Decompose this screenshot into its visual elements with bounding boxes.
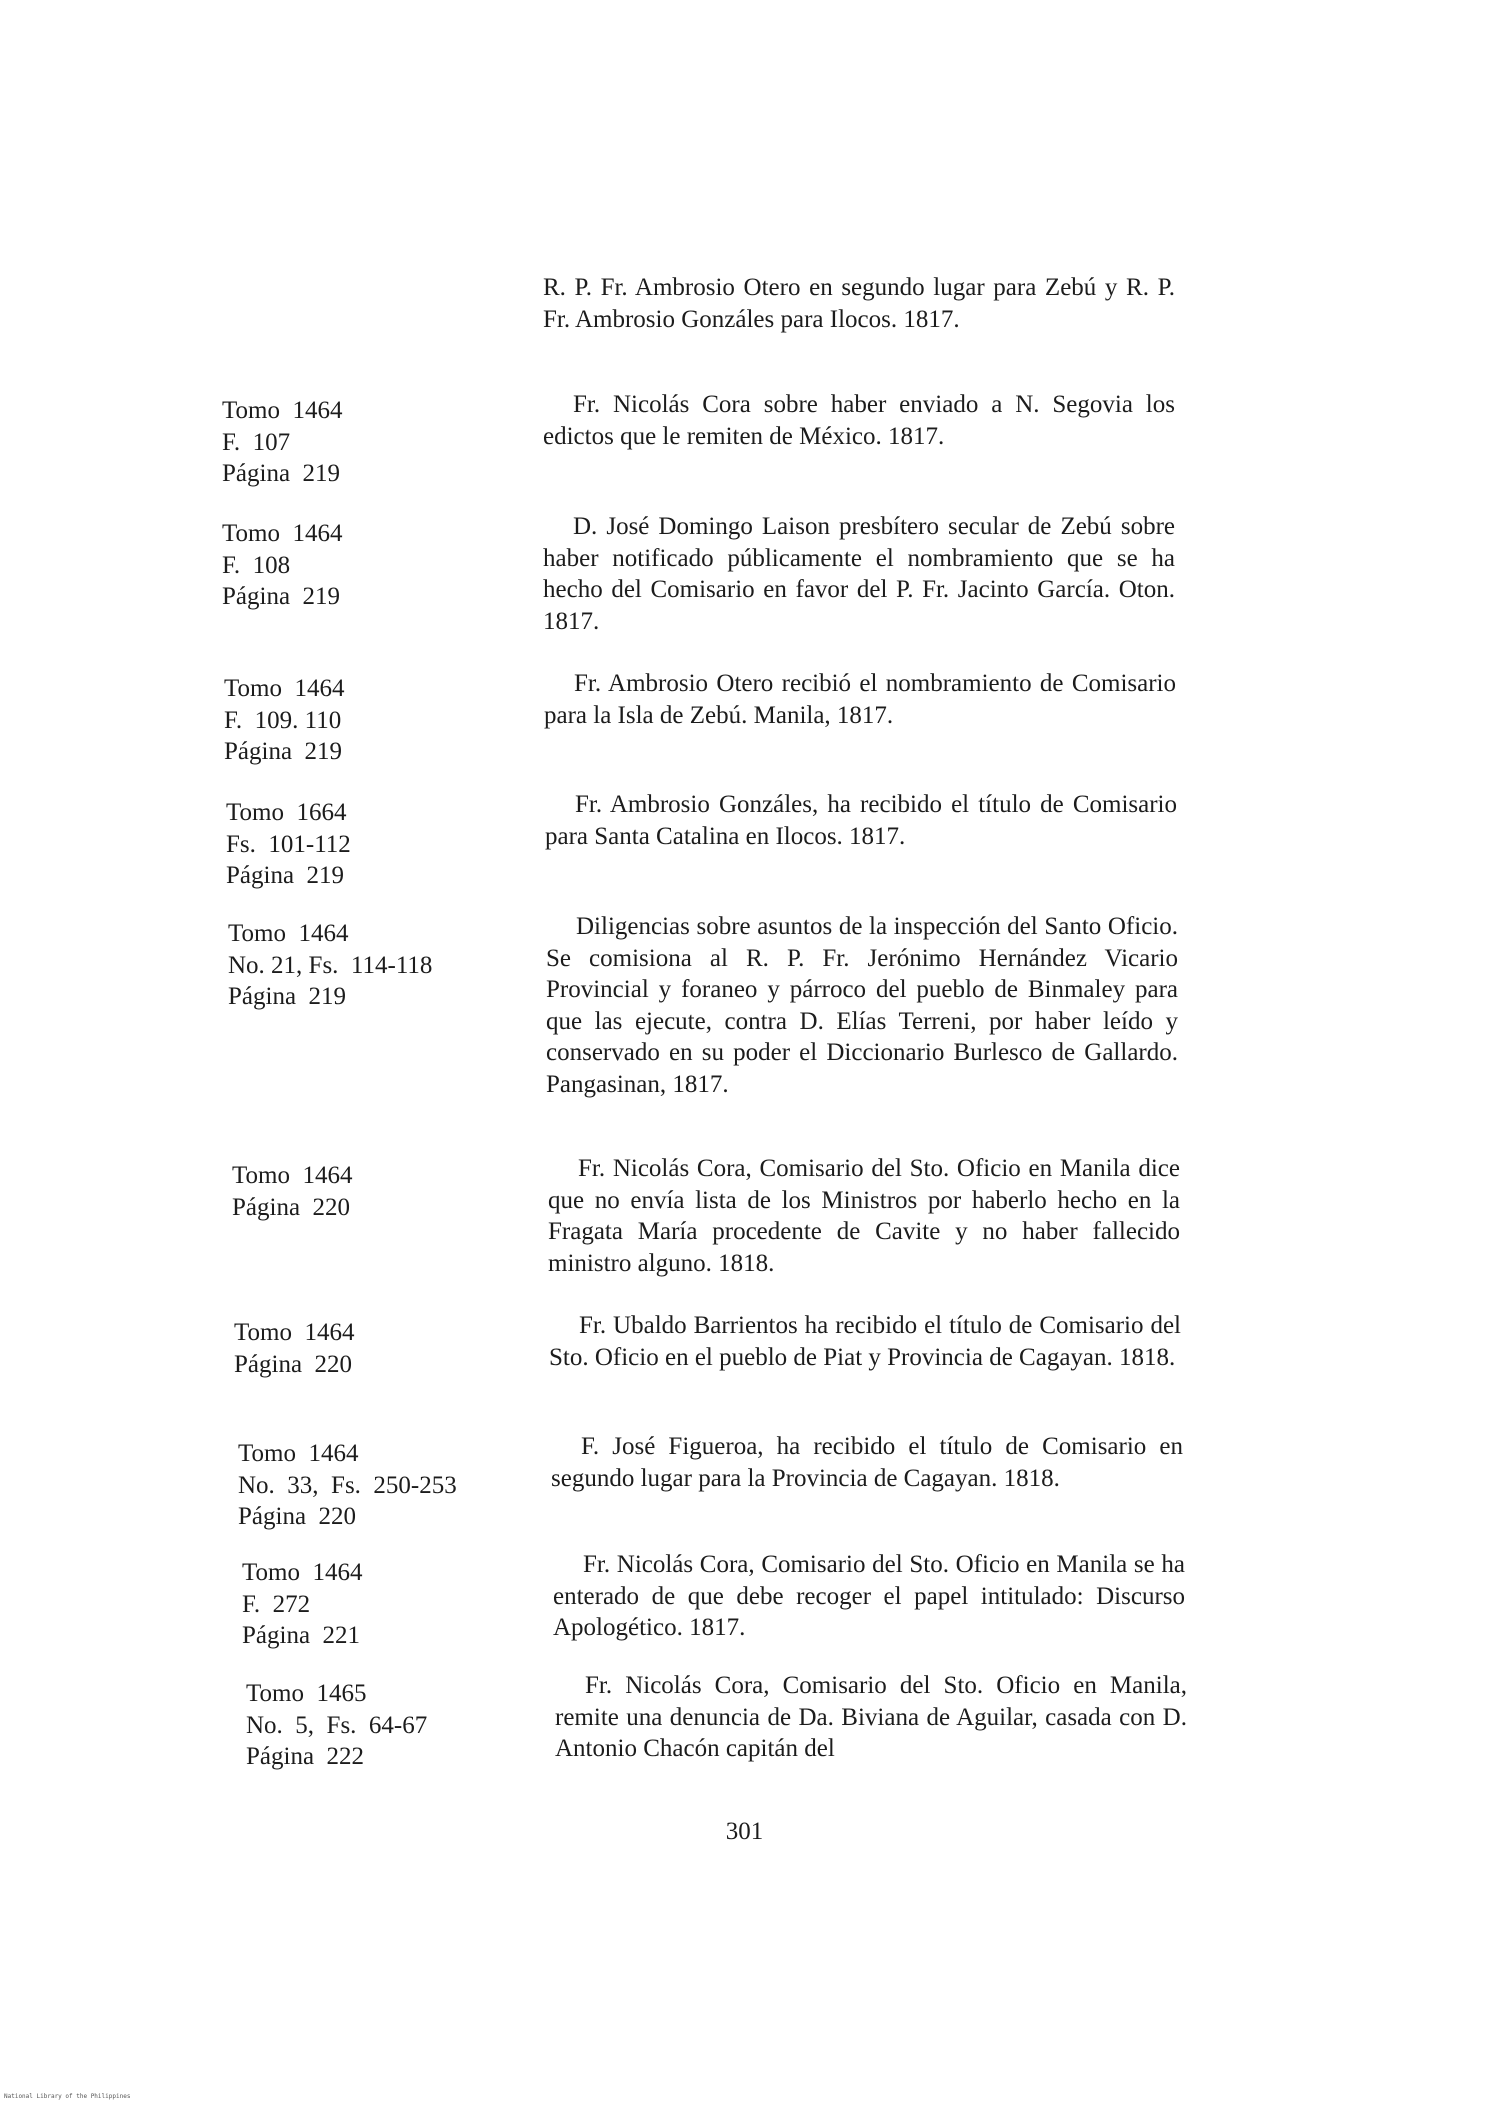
entry-description [553, 1549, 1185, 1644]
description-text: F. José Figueroa, ha recibido el título de Comisario en segundo lugar para la Provincia de Cagayan. 1818. [551, 1433, 1183, 1492]
entry-description [543, 389, 1175, 452]
description-text: Fr. Ubaldo Barrientos ha recibido el título de Comisario del Sto. Oficio en el pueblo de Piat y Provincia de Cagayan. 1818. [549, 1312, 1181, 1371]
reference-line: Página 220 [232, 1193, 351, 1221]
reference-line: Tomo 1464 [234, 1319, 355, 1346]
reference-line: Tomo 1464 [228, 920, 349, 947]
description-text: Fr. Nicolás Cora, Comisario del Sto. Oficio en Manila se ha enterado de que debe recoger el papel intitulado: Discurso Apologético. 1817. [553, 1551, 1185, 1641]
reference-line: Tomo 1464 [222, 520, 343, 547]
reference-line: Página 220 [238, 1503, 357, 1530]
reference-line: No. 33, Fs. 250-253 [238, 1471, 457, 1499]
description-text: Diligencias sobre asuntos de la inspección del Santo Oficio. Se comisiona al R. P. Fr. Jerónimo Hernández Vicario Provincial y foraneo y párroco del pueblo de Binmaley para que las ejecute, contra D. Elías Terreni, por haber leído y conservado en su poder el Diccionario Burlesco de Gallardo. Pangasinan, 1817. [546, 913, 1178, 1098]
reference-line: Página 219 [222, 583, 341, 610]
archive-reference [222, 518, 522, 613]
description-text: D. José Domingo Laison presbítero secular de Zebú sobre haber notificado públicamente el nombramiento que se ha hecho del Comisario en favor del P. Fr. Jacinto García. Oton. 1817. [543, 513, 1175, 635]
reference-line: Fs. 101-112 [226, 830, 351, 858]
intro-paragraph: R. P. Fr. Ambrosio Otero en segundo lugar para Zebú y R. P. Fr. Ambrosio Gonzáles para Ilocos. 1817. [543, 274, 1175, 333]
entry-description [545, 789, 1177, 852]
reference-line: Página 219 [228, 983, 347, 1010]
archive-reference [242, 1557, 542, 1652]
reference-line: Tomo 1464 [232, 1162, 353, 1189]
entry-description [546, 911, 1178, 1100]
entry-description [544, 668, 1176, 731]
archive-reference [226, 797, 526, 892]
reference-line: Página 220 [234, 1350, 353, 1378]
reference-line: Tomo 1464 [238, 1440, 359, 1467]
reference-line: Tomo 1464 [222, 397, 343, 424]
reference-line: F. 109. 110 [224, 706, 342, 734]
footer-note: National Library of the Philippines [4, 2093, 131, 2100]
archive-reference [234, 1317, 534, 1380]
reference-line: Página 219 [226, 862, 345, 889]
archive-reference [232, 1160, 532, 1223]
archive-reference [238, 1438, 538, 1533]
reference-line: Página 219 [224, 738, 343, 765]
archive-reference [222, 395, 522, 490]
entry-description [555, 1670, 1187, 1765]
entry-description [543, 511, 1175, 637]
description-text: Fr. Ambrosio Otero recibió el nombramiento de Comisario para la Isla de Zebú. Manila, 1817. [544, 670, 1176, 729]
reference-line: F. 272 [242, 1590, 311, 1618]
archive-reference [228, 918, 528, 1013]
reference-line: Página 221 [242, 1622, 361, 1649]
reference-line: Tomo 1464 [224, 675, 345, 702]
description-text: Fr. Nicolás Cora, Comisario del Sto. Oficio en Manila, remite una denuncia de Da. Biviana de Aguilar, casada con D. Antonio Chacón capitán del [555, 1672, 1187, 1762]
entry-description [549, 1310, 1181, 1373]
description-text: Fr. Ambrosio Gonzáles, ha recibido el título de Comisario para Santa Catalina en Ilocos. 1817. [545, 791, 1177, 850]
archive-reference [246, 1678, 546, 1773]
reference-line: F. 108 [222, 551, 291, 579]
entry-description [548, 1153, 1180, 1279]
reference-line: F. 107 [222, 428, 291, 456]
reference-line: Tomo 1464 [242, 1559, 363, 1586]
reference-line: No. 21, Fs. 114-118 [228, 951, 433, 979]
reference-line: Tomo 1465 [246, 1680, 367, 1707]
reference-line: No. 5, Fs. 64-67 [246, 1711, 428, 1739]
description-text: Fr. Nicolás Cora, Comisario del Sto. Oficio en Manila dice que no envía lista de los Ministros por haberlo hecho en la Fragata María procedente de Cavite y no haber fallecido ministro alguno. 1818. [548, 1155, 1180, 1277]
entry-description [551, 1431, 1183, 1494]
archive-reference [224, 673, 524, 768]
reference-line: Página 219 [222, 460, 341, 487]
reference-line: Página 222 [246, 1743, 365, 1770]
page-number: 301 [725, 1818, 764, 1845]
reference-line: Tomo 1664 [226, 799, 347, 826]
description-text: Fr. Nicolás Cora sobre haber enviado a N. Segovia los edictos que le remiten de México. 1817. [543, 391, 1175, 450]
